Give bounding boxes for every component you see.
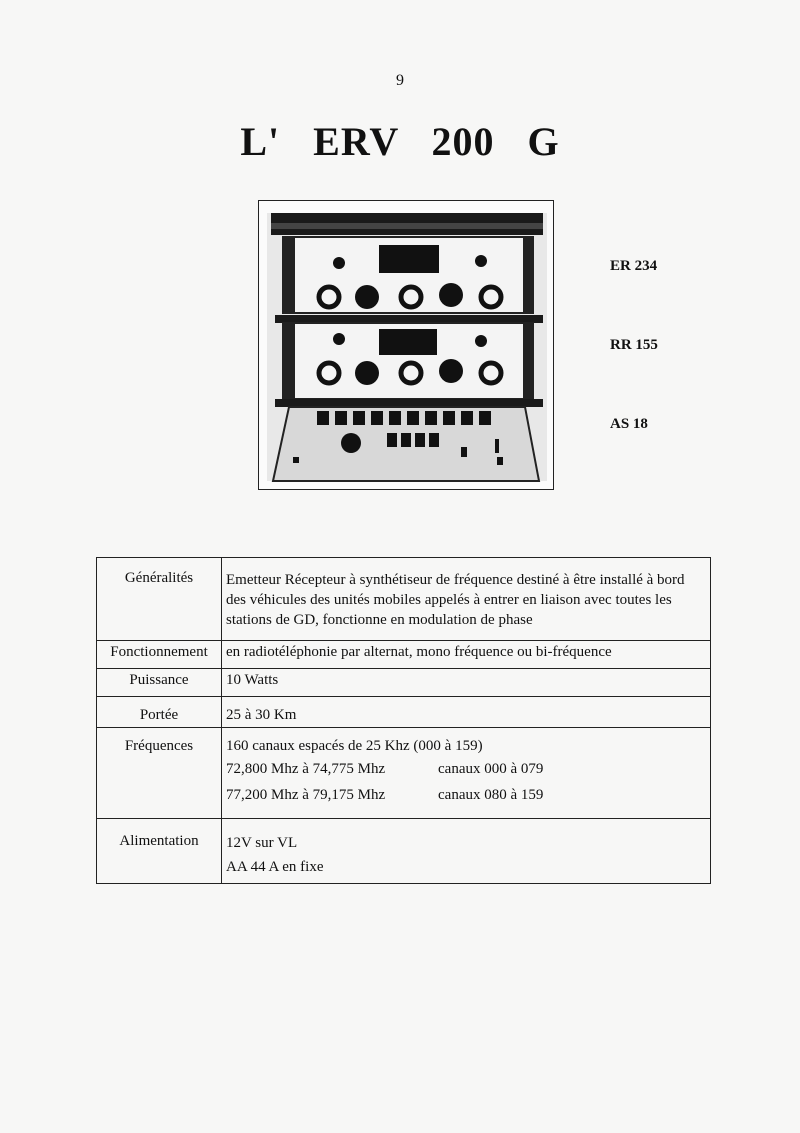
page-number: 9 — [396, 72, 404, 89]
channel-range-2: canaux 080 à 159 — [438, 787, 544, 803]
frequency-band-2 — [226, 782, 706, 808]
spec-value-alimentation — [222, 819, 711, 884]
alimentation-line-2: AA 44 A en fixe — [226, 859, 324, 875]
spec-value-fonctionnement: en radiotéléphonie par alternat, mono fréquence ou bi-fréquence — [222, 641, 711, 669]
spec-row-puissance — [97, 669, 711, 697]
spec-value-frequences — [222, 728, 711, 819]
unit-label-rr155: RR 155 — [610, 337, 658, 353]
frequency-range-2: 77,200 Mhz à 79,175 Mhz — [226, 787, 386, 803]
spec-table — [96, 557, 711, 884]
spec-value-portee: 25 à 30 Km — [222, 697, 711, 728]
spec-value-generalites: Emetteur Récepteur à synthétiseur de fréquence destiné à être installé à bord des véhicules des unités mobiles appelés à entrer en liaison avec toutes les stations de GD, fonctionne en modulation de phase — [222, 558, 711, 641]
spec-row-portee — [97, 697, 711, 728]
frequences-summary: 160 canaux espacés de 25 Khz (000 à 159) — [226, 738, 483, 754]
equipment-photo — [258, 200, 554, 490]
radio-equipment-illustration — [259, 201, 555, 491]
channel-range-1: canaux 000 à 079 — [438, 761, 544, 777]
unit-label-er234: ER 234 — [610, 258, 658, 274]
alimentation-line-1: 12V sur VL — [226, 835, 298, 851]
page-title: L' ERV 200 G — [240, 119, 560, 164]
spec-key-alimentation: Alimentation — [97, 819, 222, 884]
spec-row-generalites — [97, 558, 711, 641]
frequency-band-1 — [226, 756, 706, 782]
spec-row-alimentation — [97, 819, 711, 884]
spec-row-fonctionnement — [97, 641, 711, 669]
frequency-range-1: 72,800 Mhz à 74,775 Mhz — [226, 761, 386, 777]
unit-label-as18: AS 18 — [610, 416, 648, 432]
spec-row-frequences — [97, 728, 711, 819]
spec-key-puissance: Puissance — [97, 669, 222, 697]
spec-key-fonctionnement: Fonctionnement — [97, 641, 222, 669]
spec-key-frequences: Fréquences — [97, 728, 222, 819]
spec-key-portee: Portée — [97, 697, 222, 728]
spec-value-puissance: 10 Watts — [222, 669, 711, 697]
spec-key-generalites: Généralités — [97, 558, 222, 641]
